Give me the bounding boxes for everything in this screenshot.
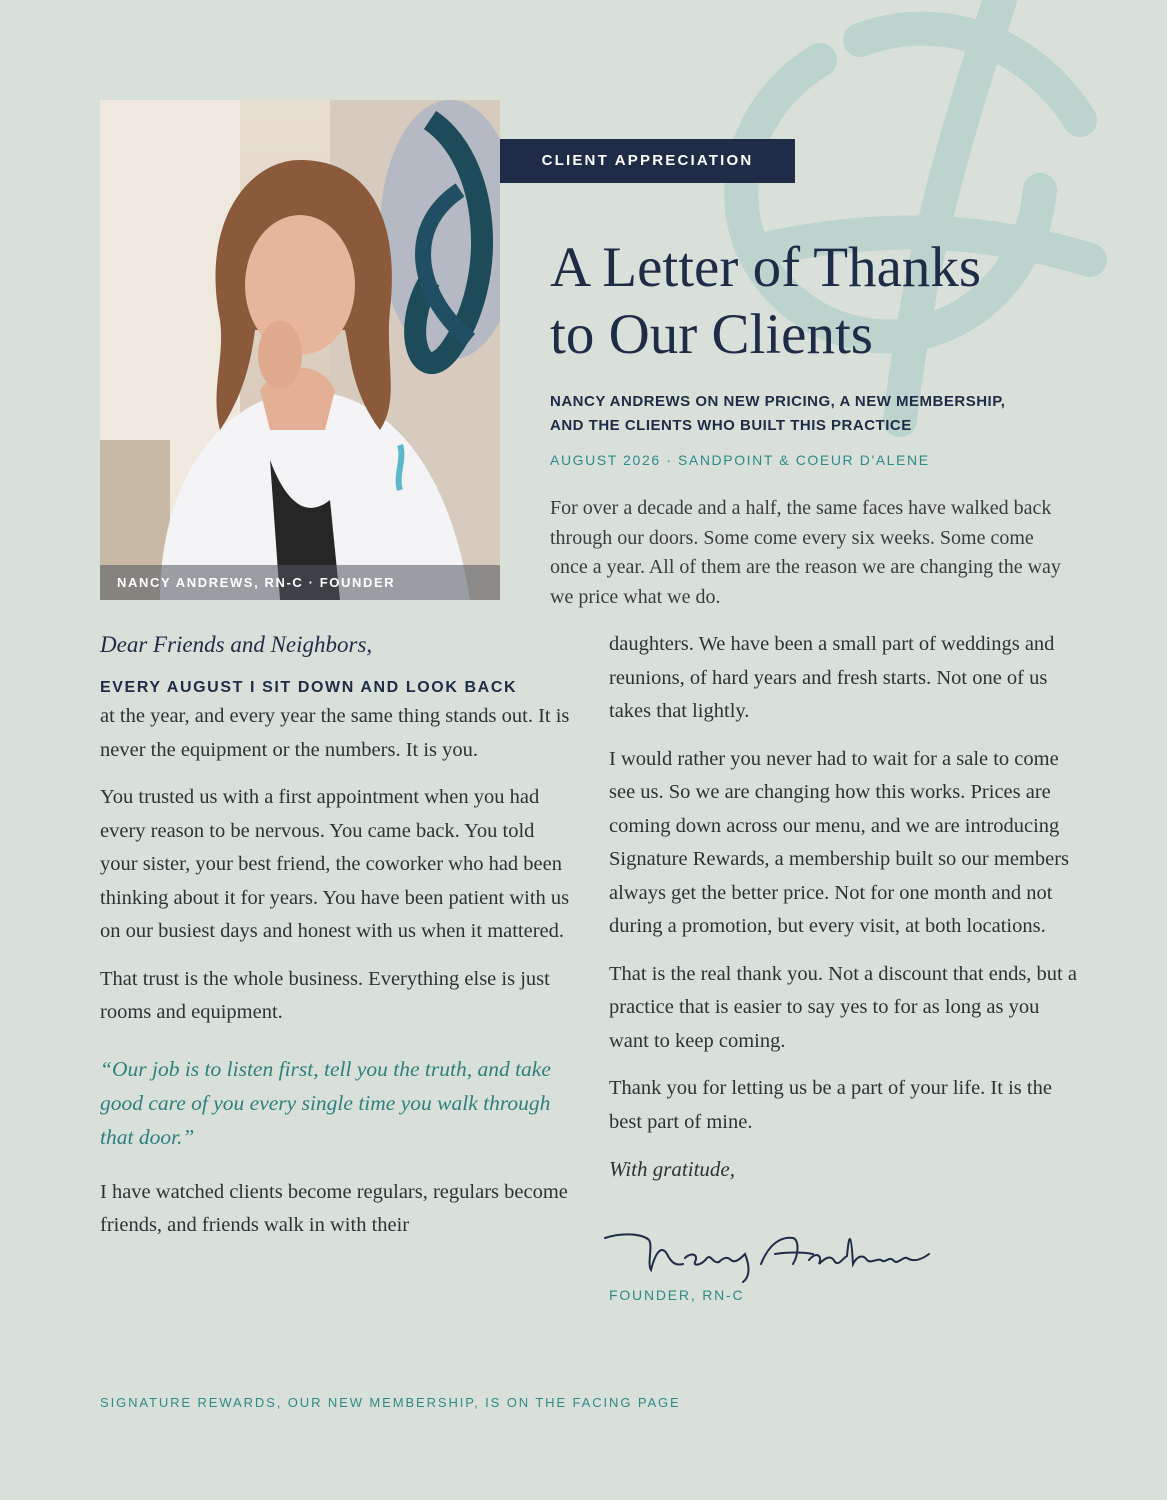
monogram-watermark — [700, 0, 1120, 440]
founder-portrait — [100, 100, 500, 600]
title-line-1: A Letter of Thanks — [550, 236, 982, 299]
subtitle — [550, 390, 1110, 438]
letter-paragraph-4: I have watched clients become regulars, regulars become friends, and friends walk in with their — [100, 1180, 568, 1236]
title-line-2: to Our Clients — [550, 303, 873, 366]
footer-note: SIGNATURE REWARDS, OUR NEW MEMBERSHIP, IS ON THE FACING PAGE — [100, 1395, 681, 1410]
subtitle-line-2: AND THE CLIENTS WHO BUILT THIS PRACTICE — [550, 417, 912, 434]
signer-title: FOUNDER, RN-C — [609, 1287, 745, 1303]
letter-paragraph-6: I would rather you never had to wait for a sale to come see us. So we are changing how this works. Prices are coming down across our menu, and we are introducing Signature Rewards, a membership built so our members always get the better price. Not for one month and not during a promotion, but every visit, at both locations. — [609, 747, 1070, 937]
section-badge: CLIENT APPRECIATION — [500, 139, 795, 183]
closing: With gratitude, — [609, 1157, 735, 1181]
letter-paragraph-3: That trust is the whole business. Everything else is just rooms and equipment. — [100, 967, 550, 1023]
lead-in: EVERY AUGUST I SIT DOWN AND LOOK BACK — [100, 679, 518, 696]
letter-paragraph-5: daughters. We have been a small part of weddings and reunions, of hard years and fresh starts. Not one of us takes that lightly. — [609, 633, 1055, 722]
greeting: Dear Friends and Neighbors, — [100, 632, 373, 657]
dateline: AUGUST 2026 · SANDPOINT & COEUR D'ALENE — [550, 452, 930, 468]
letter-paragraph-1 — [100, 676, 570, 767]
pull-quote: “Our job is to listen first, tell you the truth, and take good care of you every single time you walk through that door.” — [100, 1056, 551, 1149]
subtitle-line-1: NANCY ANDREWS ON NEW PRICING, A NEW MEMBERSHIP, — [550, 393, 1006, 410]
letter-paragraph-8: Thank you for letting us be a part of your life. It is the best part of mine. — [609, 1077, 1052, 1133]
letter-column-right — [609, 628, 1079, 1201]
photo-caption: NANCY ANDREWS, RN-C · FOUNDER — [117, 575, 396, 590]
signature — [603, 1224, 933, 1284]
page-title — [550, 234, 1110, 368]
letter-paragraph-7: That is the real thank you. Not a discount that ends, but a practice that is easier to say yes to for as long as you want to keep coming. — [609, 962, 1077, 1052]
paragraph-1-text: at the year, and every year the same thing stands out. It is never the equipment or the numbers. It is you. — [100, 705, 570, 761]
letter-column-left — [100, 628, 570, 1257]
intro-paragraph: For over a decade and a half, the same faces have walked back through our doors. Some come every six weeks. Some come once a year. All of them are the reason we are changing the way we price what we do. — [550, 497, 1061, 609]
letter-paragraph-2: You trusted us with a first appointment when you had every reason to be nervous. You came back. You told your sister, your best friend, the coworker who had been thinking about it for years. You have been patient with us on our busiest days and honest with us when it mattered. — [100, 786, 570, 942]
